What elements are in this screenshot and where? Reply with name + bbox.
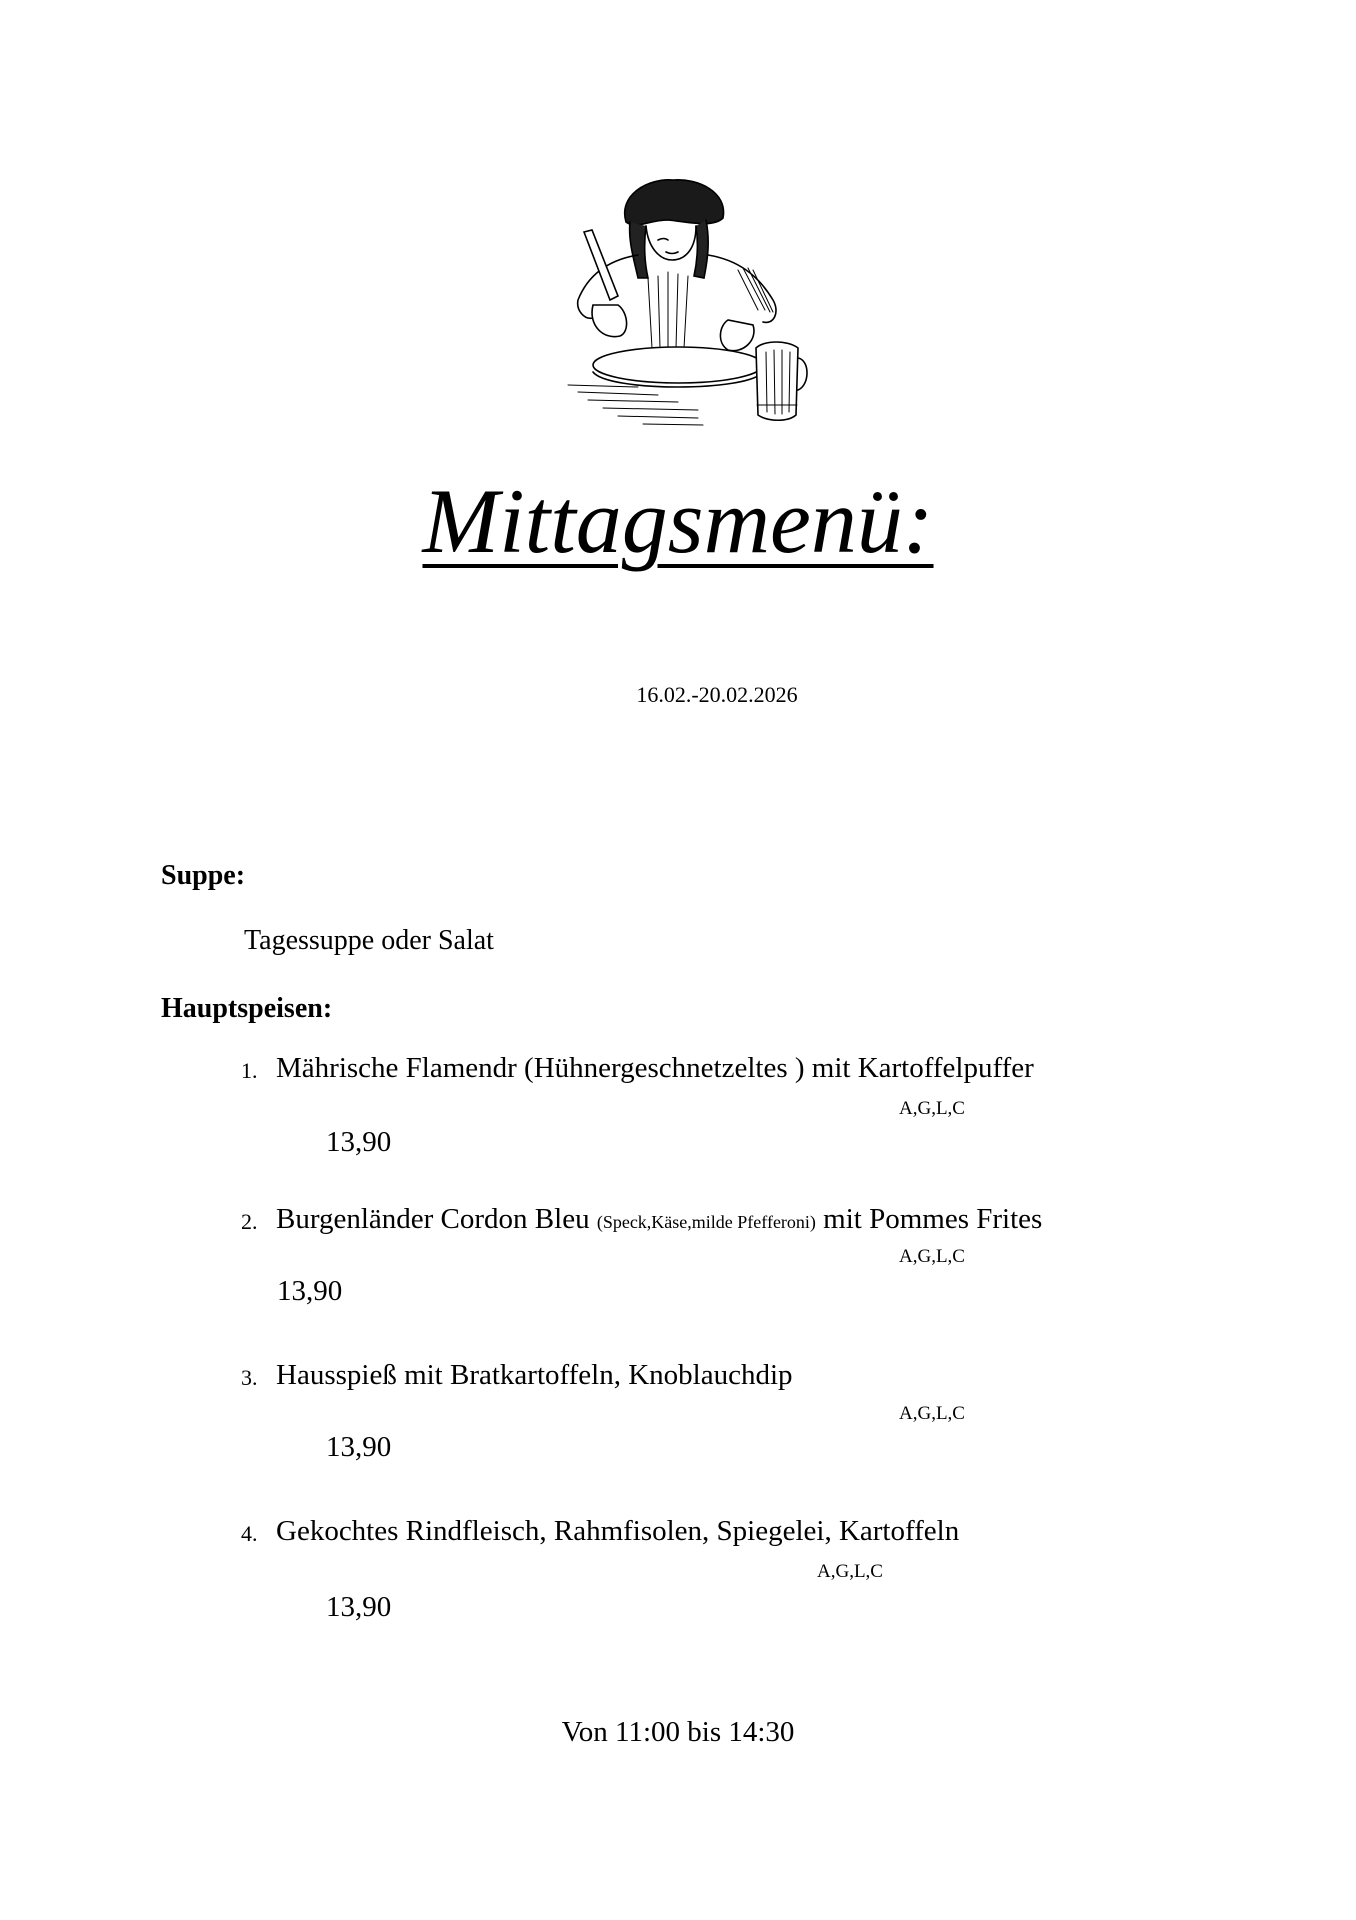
item-name-line	[276, 1203, 1042, 1236]
opening-hours: Von 11:00 bis 14:30	[561, 1716, 795, 1748]
item-price: 13,90	[326, 1591, 392, 1623]
item-number: 3.	[241, 1365, 258, 1390]
date-range: 16.02.-20.02.2026	[636, 682, 798, 707]
item-price: 13,90	[326, 1126, 392, 1158]
menu-title	[0, 470, 1356, 572]
man-eating-illustration	[548, 160, 808, 432]
item-name: Mährische Flamendr (Hühnergeschnetzeltes ) mit Kartoffelpuffer	[276, 1052, 1034, 1084]
item-allergens: A,G,L,C	[899, 1098, 965, 1119]
item-name: Gekochtes Rindfleisch, Rahmfisolen, Spiegelei, Kartoffeln	[276, 1515, 960, 1547]
mains-heading: Hauptspeisen:	[161, 993, 333, 1024]
item-allergens: A,G,L,C	[817, 1561, 883, 1582]
item-name: Hausspieß mit Bratkartoffeln, Knoblauchdip	[276, 1359, 793, 1391]
item-allergens: A,G,L,C	[899, 1246, 965, 1267]
item-price: 13,90	[326, 1431, 392, 1463]
item-number: 2.	[241, 1209, 258, 1234]
item-suffix: mit Pommes Frites	[823, 1203, 1043, 1235]
item-allergens: A,G,L,C	[899, 1403, 965, 1424]
soup-text: Tagessuppe oder Salat	[244, 925, 494, 956]
item-note: (Speck,Käse,milde Pfefferoni)	[596, 1212, 816, 1232]
item-number: 1.	[241, 1058, 258, 1083]
menu-title-text: Mittagsmenü:	[422, 470, 934, 572]
item-name: Burgenländer Cordon Bleu	[276, 1203, 590, 1235]
soup-heading: Suppe:	[161, 860, 246, 891]
item-number: 4.	[241, 1521, 258, 1546]
item-price: 13,90	[277, 1275, 343, 1307]
